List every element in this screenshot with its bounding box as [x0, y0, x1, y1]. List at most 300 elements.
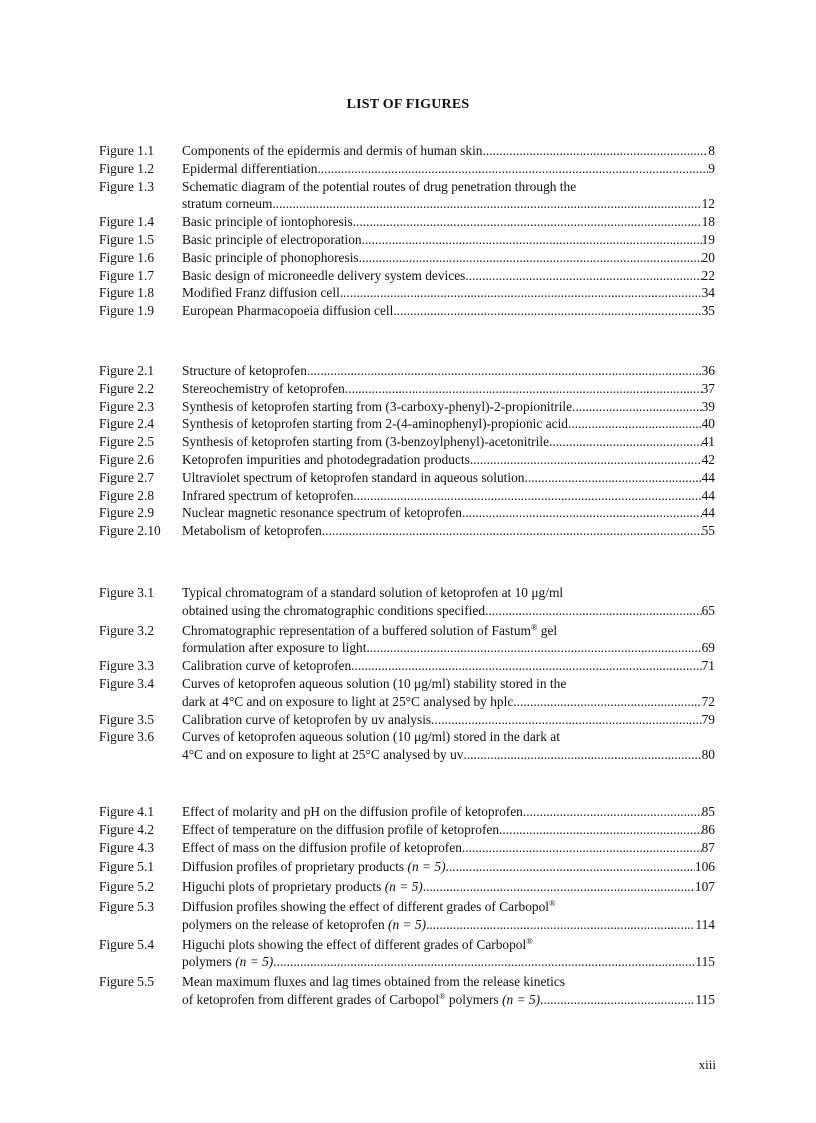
caption-main: Epidermal differentiation [182, 160, 318, 176]
page-reference: 65 [701, 602, 715, 618]
figure-entry [99, 249, 715, 267]
figure-caption [182, 487, 715, 505]
figure-caption [182, 451, 715, 469]
figure-number: Figure 3.5 [99, 711, 155, 727]
figure-number: Figure 3.4 [99, 675, 155, 691]
figure-number: Figure 2.4 [99, 416, 155, 432]
caption-text [182, 936, 533, 954]
sample-size: (n = 5) [388, 916, 427, 932]
figure-number: Figure 1.5 [99, 231, 155, 247]
figure-entry [99, 898, 715, 934]
caption-main: Schematic diagram of the potential routes of drug penetration through the [182, 178, 577, 194]
page-reference: 40 [701, 416, 715, 432]
caption-text [182, 916, 426, 934]
figure-entry [99, 504, 715, 522]
page-reference: 44 [701, 505, 715, 521]
figure-number: Figure 2.1 [99, 363, 155, 378]
figure-caption [182, 380, 715, 398]
caption-line [182, 267, 715, 285]
page-reference: 115 [695, 954, 715, 970]
caption-main: Metabolism of ketoprofen [182, 523, 322, 539]
caption-main: Ketoprofen impurities and photodegradation products [182, 451, 470, 467]
caption-text [182, 267, 465, 285]
figure-list-chapter-4-5 [99, 803, 715, 1009]
caption-main: Basic principle of phonophoresis [182, 249, 359, 265]
page-reference: 42 [701, 451, 715, 467]
dot-leader [485, 602, 702, 620]
figure-entry [99, 728, 715, 764]
caption-main: Higuchi plots of proprietary products [182, 879, 382, 895]
dot-leader [351, 657, 701, 675]
dot-leader [322, 522, 702, 540]
figure-entry [99, 433, 715, 451]
caption-line [182, 249, 715, 267]
caption-line [182, 991, 715, 1009]
caption-line [182, 821, 715, 839]
caption-main: Chromatographic representation of a buffered solution of Fastum [182, 622, 531, 638]
caption-line [182, 711, 715, 729]
dot-leader [273, 953, 695, 971]
caption-line [182, 415, 715, 433]
caption-line [182, 584, 715, 602]
dot-leader [540, 991, 695, 1009]
caption-line [182, 522, 715, 540]
caption-line [182, 451, 715, 469]
figure-caption [182, 973, 715, 1009]
caption-text [182, 522, 322, 540]
caption-line [182, 622, 715, 640]
figure-entry [99, 973, 715, 1009]
figure-caption [182, 213, 715, 231]
figure-entry [99, 267, 715, 285]
sample-size: (n = 5) [407, 859, 446, 875]
figure-number: Figure 3.6 [99, 729, 155, 745]
sample-size: (n = 5) [502, 991, 541, 1007]
figure-number: Figure 2.2 [99, 380, 155, 396]
figure-entry [99, 487, 715, 505]
page-reference: 87 [701, 839, 715, 855]
page-reference: 106 [694, 859, 715, 875]
caption-text [182, 433, 549, 451]
caption-text [182, 213, 353, 231]
figure-entry [99, 284, 715, 302]
figure-number: Figure 2.3 [99, 398, 155, 414]
caption-line [182, 433, 715, 451]
dot-leader [446, 858, 695, 876]
page-reference: 107 [694, 879, 715, 895]
figure-entry [99, 858, 715, 876]
caption-text [182, 693, 513, 711]
caption-suffix: gel [537, 622, 558, 638]
caption-main: Diffusion profiles showing the effect of different grades of Carbopol [182, 898, 550, 914]
page-reference: 19 [701, 231, 715, 247]
page-reference: 41 [701, 434, 715, 450]
caption-line [182, 469, 715, 487]
caption-main: obtained using the chromatographic conditions specified [182, 602, 486, 618]
caption-line [182, 693, 715, 711]
figure-caption [182, 839, 715, 857]
caption-line [182, 178, 715, 196]
figure-number: Figure 3.1 [99, 585, 155, 600]
caption-main: Synthesis of ketoprofen starting from 2-(4-aminophenyl)-propionic acid [182, 416, 569, 432]
caption-main: Calibration curve of ketoprofen by uv analysis [182, 711, 432, 727]
page-reference: 37 [701, 380, 715, 396]
page-title: LIST OF FIGURES [346, 97, 470, 112]
dot-leader [462, 504, 702, 522]
figure-caption [182, 858, 715, 876]
caption-main: Diffusion profiles of proprietary products [182, 859, 405, 875]
page-reference: 72 [701, 693, 715, 709]
page-reference: 22 [701, 267, 715, 283]
page-reference: 69 [701, 640, 715, 656]
caption-text [182, 584, 563, 602]
caption-main: Basic principle of electroporation [182, 231, 362, 247]
caption-text [182, 195, 272, 213]
dot-leader [353, 487, 701, 505]
caption-main: Ultraviolet spectrum of ketoprofen standard in aqueous solution [182, 469, 525, 485]
caption-main: formulation after exposure to light [182, 640, 367, 656]
figure-entry [99, 821, 715, 839]
caption-line [182, 878, 715, 896]
dot-leader [572, 398, 702, 416]
caption-main: Calibration curve of ketoprofen [182, 658, 352, 674]
figure-number: Figure 1.9 [99, 303, 155, 319]
figure-entry [99, 398, 715, 416]
caption-main: 4°C and on exposure to light at 25°C analysed by uv [182, 747, 464, 763]
caption-text [182, 142, 483, 160]
figure-caption [182, 284, 715, 302]
page-reference: 44 [701, 487, 715, 503]
caption-line [182, 231, 715, 249]
caption-text [182, 380, 345, 398]
dot-leader [470, 451, 702, 469]
dot-leader [523, 803, 702, 821]
dot-leader [359, 249, 702, 267]
caption-text [182, 487, 353, 505]
page-reference: 35 [701, 303, 715, 319]
dot-leader [499, 821, 702, 839]
caption-line [182, 936, 715, 954]
figure-number: Figure 1.6 [99, 249, 155, 265]
caption-text [182, 362, 307, 380]
caption-text [182, 249, 359, 267]
figure-number: Figure 1.8 [99, 285, 155, 301]
caption-line [182, 398, 715, 416]
figure-caption [182, 398, 715, 416]
page-reference: 79 [701, 711, 715, 727]
caption-text [182, 675, 566, 693]
page-reference: 39 [701, 398, 715, 414]
figure-number: Figure 2.7 [99, 469, 155, 485]
page-reference: 20 [701, 249, 715, 265]
figure-number: Figure 1.3 [99, 178, 155, 194]
figure-caption [182, 178, 715, 214]
dot-leader [272, 195, 701, 213]
caption-line [182, 380, 715, 398]
sample-size: (n = 5) [384, 879, 423, 895]
caption-main: polymers [182, 954, 232, 970]
sample-size: (n = 5) [235, 954, 274, 970]
dot-leader [426, 916, 695, 934]
figure-number: Figure 1.4 [99, 214, 155, 230]
caption-text [182, 284, 340, 302]
dot-leader [393, 302, 701, 320]
page-reference: 114 [695, 916, 715, 932]
figure-caption [182, 821, 715, 839]
caption-main: Infrared spectrum of ketoprofen [182, 487, 354, 503]
figure-number: Figure 2.9 [99, 505, 155, 521]
page-reference: 71 [701, 658, 715, 674]
dot-leader [431, 711, 701, 729]
caption-main: Basic principle of iontophoresis [182, 214, 353, 230]
figure-number: Figure 5.5 [99, 974, 155, 990]
caption-text [182, 973, 565, 991]
figure-caption [182, 249, 715, 267]
caption-main: Effect of mass on the diffusion profile of ketoprofen [182, 839, 462, 855]
page-reference: 55 [701, 523, 715, 539]
figure-list-chapter-2 [99, 362, 715, 540]
figure-entry [99, 415, 715, 433]
figure-entry [99, 213, 715, 231]
dot-leader [525, 469, 702, 487]
figure-entry [99, 657, 715, 675]
caption-text [182, 858, 446, 876]
caption-text [182, 898, 556, 916]
figure-caption [182, 657, 715, 675]
caption-text [182, 160, 317, 178]
figure-caption [182, 936, 715, 972]
figure-number: Figure 4.2 [99, 821, 155, 837]
figure-number: Figure 4.1 [99, 804, 155, 819]
figure-caption [182, 267, 715, 285]
figure-number: Figure 1.2 [99, 160, 155, 176]
dot-leader [463, 746, 701, 764]
caption-line [182, 657, 715, 675]
registered-mark: ® [526, 935, 533, 946]
caption-main: stratum corneum [182, 196, 273, 212]
page-reference: 18 [701, 214, 715, 230]
caption-main: Basic design of microneedle delivery system devices [182, 267, 466, 283]
caption-main: Nuclear magnetic resonance spectrum of ketoprofen [182, 505, 462, 521]
figure-caption [182, 584, 715, 620]
caption-text [182, 231, 362, 249]
figure-number: Figure 5.3 [99, 898, 155, 914]
caption-line [182, 898, 715, 916]
caption-main: Synthesis of ketoprofen starting from (3-benzoylphenyl)-acetonitrile [182, 434, 550, 450]
caption-line [182, 284, 715, 302]
figure-entry [99, 469, 715, 487]
page-reference: 8 [708, 143, 715, 158]
figure-entry [99, 178, 715, 214]
dot-leader [462, 839, 702, 857]
caption-text [182, 821, 499, 839]
caption-text [182, 803, 523, 821]
caption-text [182, 839, 462, 857]
figure-entry [99, 231, 715, 249]
figure-number: Figure 1.1 [99, 143, 155, 158]
page-reference: 85 [701, 804, 715, 819]
caption-line [182, 213, 715, 231]
caption-main: Mean maximum fluxes and lag times obtained from the release kinetics [182, 974, 566, 990]
registered-mark: ® [439, 990, 446, 1001]
figure-entry [99, 878, 715, 896]
figure-entry [99, 380, 715, 398]
figure-caption [182, 522, 715, 540]
caption-line [182, 504, 715, 522]
dot-leader [353, 213, 702, 231]
caption-line [182, 728, 715, 746]
caption-text [182, 469, 525, 487]
figure-number: Figure 5.4 [99, 936, 155, 952]
caption-text [182, 451, 470, 469]
figure-number: Figure 5.2 [99, 879, 155, 895]
figure-caption [182, 504, 715, 522]
figure-caption [182, 728, 715, 764]
figure-number: Figure 3.2 [99, 622, 155, 638]
caption-text [182, 302, 393, 320]
caption-main: Structure of ketoprofen [182, 363, 307, 378]
dot-leader [568, 415, 702, 433]
figure-caption [182, 433, 715, 451]
figure-caption [182, 302, 715, 320]
caption-main: Modified Franz diffusion cell [182, 285, 340, 301]
registered-mark: ® [549, 897, 556, 908]
figure-caption [182, 622, 715, 658]
caption-line [182, 973, 715, 991]
dot-leader [307, 362, 702, 380]
figure-list-chapter-3 [99, 584, 715, 764]
page-reference: 44 [701, 469, 715, 485]
dot-leader [483, 142, 709, 160]
caption-main: Curves of ketoprofen aqueous solution (10 μg/ml) stored in the dark at [182, 729, 560, 745]
figure-caption [182, 803, 715, 821]
figure-caption [182, 142, 715, 160]
caption-main: of ketoprofen from different grades of Carbopol [182, 991, 440, 1007]
page-reference: 80 [701, 747, 715, 763]
caption-line [182, 195, 715, 213]
figure-caption [182, 711, 715, 729]
page-reference: 86 [701, 821, 715, 837]
figure-entry [99, 622, 715, 658]
dot-leader [340, 284, 702, 302]
caption-line [182, 916, 715, 934]
figure-number: Figure 2.10 [99, 523, 161, 539]
dot-leader [362, 231, 702, 249]
registered-mark: ® [530, 621, 538, 632]
figure-entry [99, 839, 715, 857]
figure-number: Figure 4.3 [99, 839, 155, 855]
caption-line [182, 858, 715, 876]
caption-main: Stereochemistry of ketoprofen [182, 380, 345, 396]
figure-entry [99, 451, 715, 469]
caption-main: Components of the epidermis and dermis of human skin [182, 143, 483, 158]
page-reference: 12 [701, 196, 715, 212]
caption-text [182, 728, 560, 746]
caption-line [182, 302, 715, 320]
figure-entry [99, 711, 715, 729]
caption-line [182, 362, 715, 380]
caption-line [182, 839, 715, 857]
caption-main: Synthesis of ketoprofen starting from (3-carboxy-phenyl)-2-propionitrile [182, 398, 573, 414]
caption-text [182, 639, 366, 657]
figure-caption [182, 362, 715, 380]
page-number: xiii [698, 1057, 716, 1072]
caption-main: Effect of temperature on the diffusion profile of ketoprofen [182, 821, 500, 837]
caption-line [182, 746, 715, 764]
caption-text [182, 711, 431, 729]
figure-entry [99, 936, 715, 972]
caption-text [182, 878, 423, 896]
figure-entry [99, 160, 715, 178]
page-reference: 36 [701, 363, 715, 378]
caption-text [182, 602, 485, 620]
figure-number: Figure 3.3 [99, 658, 155, 674]
figure-number: Figure 5.1 [99, 859, 155, 875]
caption-line [182, 160, 715, 178]
caption-line [182, 639, 715, 657]
caption-text [182, 415, 568, 433]
figure-caption [182, 675, 715, 711]
caption-main: Curves of ketoprofen aqueous solution (10 μg/ml) stability stored in the [182, 675, 567, 691]
page-reference: 115 [695, 991, 715, 1007]
caption-line [182, 487, 715, 505]
caption-text [182, 398, 572, 416]
caption-line [182, 803, 715, 821]
page-reference: 34 [701, 285, 715, 301]
caption-text [182, 657, 351, 675]
dot-leader [513, 693, 701, 711]
figure-number: Figure 1.7 [99, 267, 155, 283]
caption-text [182, 953, 273, 971]
figure-entry [99, 362, 715, 380]
dot-leader [423, 878, 695, 896]
figure-entry [99, 584, 715, 620]
caption-suffix: polymers [445, 991, 499, 1007]
figure-caption [182, 415, 715, 433]
figure-entry [99, 803, 715, 821]
page-reference: 9 [708, 160, 715, 176]
dot-leader [345, 380, 702, 398]
caption-main: Effect of molarity and pH on the diffusion profile of ketoprofen [182, 804, 523, 819]
figure-caption [182, 898, 715, 934]
caption-text [182, 991, 540, 1009]
figure-caption [182, 878, 715, 896]
caption-line [182, 602, 715, 620]
figure-caption [182, 469, 715, 487]
dot-leader [317, 160, 708, 178]
figure-number: Figure 2.6 [99, 451, 155, 467]
caption-main: polymers on the release of ketoprofen [182, 916, 385, 932]
figure-number: Figure 2.5 [99, 434, 155, 450]
figure-caption [182, 231, 715, 249]
caption-text [182, 746, 463, 764]
caption-line [182, 142, 715, 160]
figure-list-chapter-1 [99, 142, 715, 320]
figure-entry [99, 522, 715, 540]
caption-line [182, 953, 715, 971]
figure-entry [99, 142, 715, 160]
caption-text [182, 622, 557, 640]
caption-text [182, 504, 462, 522]
caption-main: European Pharmacopoeia diffusion cell [182, 303, 394, 319]
dot-leader [465, 267, 701, 285]
dot-leader [366, 639, 701, 657]
figure-entry [99, 302, 715, 320]
figure-number: Figure 2.8 [99, 487, 155, 503]
figure-entry [99, 675, 715, 711]
caption-main: Higuchi plots showing the effect of different grades of Carbopol [182, 936, 527, 952]
figure-caption [182, 160, 715, 178]
